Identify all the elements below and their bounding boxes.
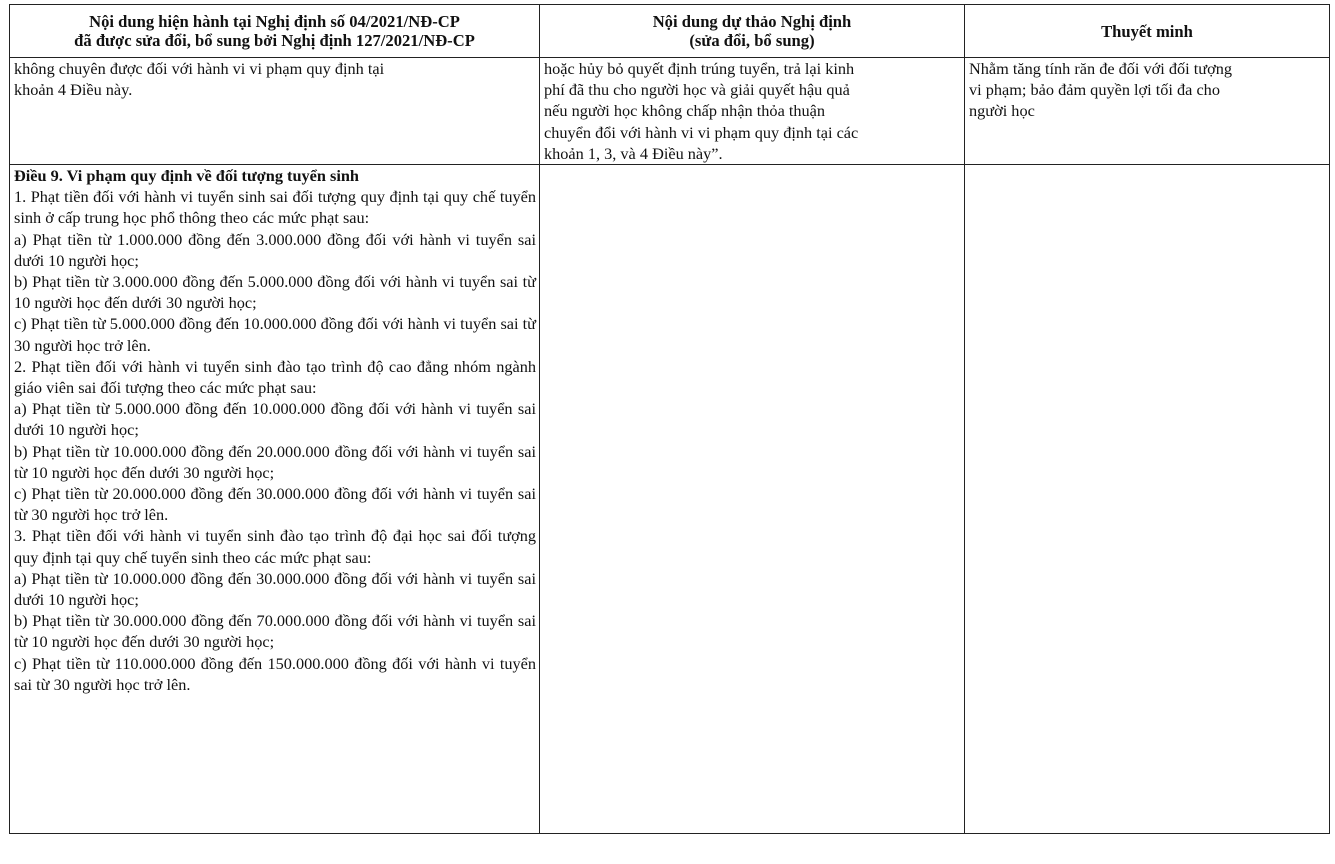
paragraph: 3. Phạt tiền đối với hành vi tuyển sinh đào tạo trình độ đại học sai đối tượng quy định tại quy chế tuyển sinh theo các mức phạt sau:	[14, 526, 536, 567]
text-line: khoản 4 Điều này.	[14, 80, 133, 100]
header-draft-line1: Nội dung dự thảo Nghị định	[652, 12, 852, 31]
header-explanation: Thuyết minh	[965, 5, 1330, 58]
paragraph: a) Phạt tiền từ 1.000.000 đồng đến 3.000.000 đồng đối với hành vi tuyển sai dưới 10 người học;	[14, 229, 536, 270]
text-line: người học	[969, 101, 1035, 121]
current-content-cell	[10, 58, 540, 165]
paragraph: 2. Phạt tiền đối với hành vi tuyển sinh đào tạo trình độ cao đẳng nhóm ngành giáo viên sai đối tượng theo các mức phạt sau:	[14, 356, 536, 398]
header-current-line1: Nội dung hiện hành tại Nghị định số 04/2021/NĐ-CP	[89, 12, 460, 31]
paragraph: c) Phạt tiền từ 20.000.000 đồng đến 30.000.000 đồng đối với hành vi tuyển sai từ 30 người học trở lên.	[14, 484, 536, 525]
header-draft-line2: (sửa đổi, bổ sung)	[689, 31, 815, 50]
header-draft-content	[540, 5, 965, 58]
text-line: vi phạm; bảo đảm quyền lợi tối đa cho	[969, 80, 1220, 100]
text-line: phí đã thu cho người học và giải quyết hậu quả	[544, 80, 850, 100]
explanation-cell	[965, 58, 1330, 165]
text-line: không chuyên được đối với hành vi vi phạm quy định tại	[14, 59, 385, 78]
text-line: nếu người học không chấp nhận thỏa thuận	[544, 101, 826, 121]
explanation-cell	[965, 165, 1330, 834]
draft-content-cell	[540, 58, 965, 165]
text-line: hoặc hủy bỏ quyết định trúng tuyển, trả lại kinh	[544, 59, 855, 78]
paragraph: c) Phạt tiền từ 110.000.000 đồng đến 150.000.000 đồng đối với hành vi tuyển sai từ 30 người học trở lên.	[14, 653, 536, 694]
table-row	[10, 165, 1330, 834]
paragraph: 1. Phạt tiền đối với hành vi tuyển sinh sai đối tượng quy định tại quy chế tuyển sinh ở cấp trung học phổ thông theo các mức phạt sau:	[14, 187, 536, 228]
paragraph: a) Phạt tiền từ 10.000.000 đồng đến 30.000.000 đồng đối với hành vi tuyển sai dưới 10 người học;	[14, 568, 536, 610]
header-current-content	[10, 5, 540, 58]
paragraph: c) Phạt tiền từ 5.000.000 đồng đến 10.000.000 đồng đối với hành vi tuyển sai từ 30 người học trở lên.	[14, 314, 536, 355]
paragraph: a) Phạt tiền từ 5.000.000 đồng đến 10.000.000 đồng đối với hành vi tuyển sai dưới 10 người học;	[14, 399, 536, 440]
paragraph: b) Phạt tiền từ 10.000.000 đồng đến 20.000.000 đồng đối với hành vi tuyển sai từ 10 người học đến dưới 30 người học;	[14, 441, 536, 482]
text-line: Nhằm tăng tính răn đe đối với đối tượng	[969, 59, 1232, 78]
current-content-cell	[10, 165, 540, 834]
table-row	[10, 58, 1330, 165]
paragraph: b) Phạt tiền từ 3.000.000 đồng đến 5.000.000 đồng đối với hành vi tuyển sai từ 10 người học đến dưới 30 người học;	[14, 272, 536, 313]
text-line: chuyển đổi với hành vi vi phạm quy định tại các	[544, 122, 859, 142]
paragraph: b) Phạt tiền từ 30.000.000 đồng đến 70.000.000 đồng đối với hành vi tuyển sai từ 10 người học đến dưới 30 người học;	[14, 611, 536, 652]
header-row	[10, 5, 1330, 58]
text-line: khoản 1, 3, và 4 Điều này”.	[544, 143, 723, 163]
draft-content-cell	[540, 165, 965, 834]
article-title: Điều 9. Vi phạm quy định về đối tượng tuyển sinh	[14, 166, 359, 186]
comparison-table	[9, 4, 1330, 834]
header-current-line2: đã được sửa đổi, bổ sung bởi Nghị định 127/2021/NĐ-CP	[74, 31, 475, 50]
